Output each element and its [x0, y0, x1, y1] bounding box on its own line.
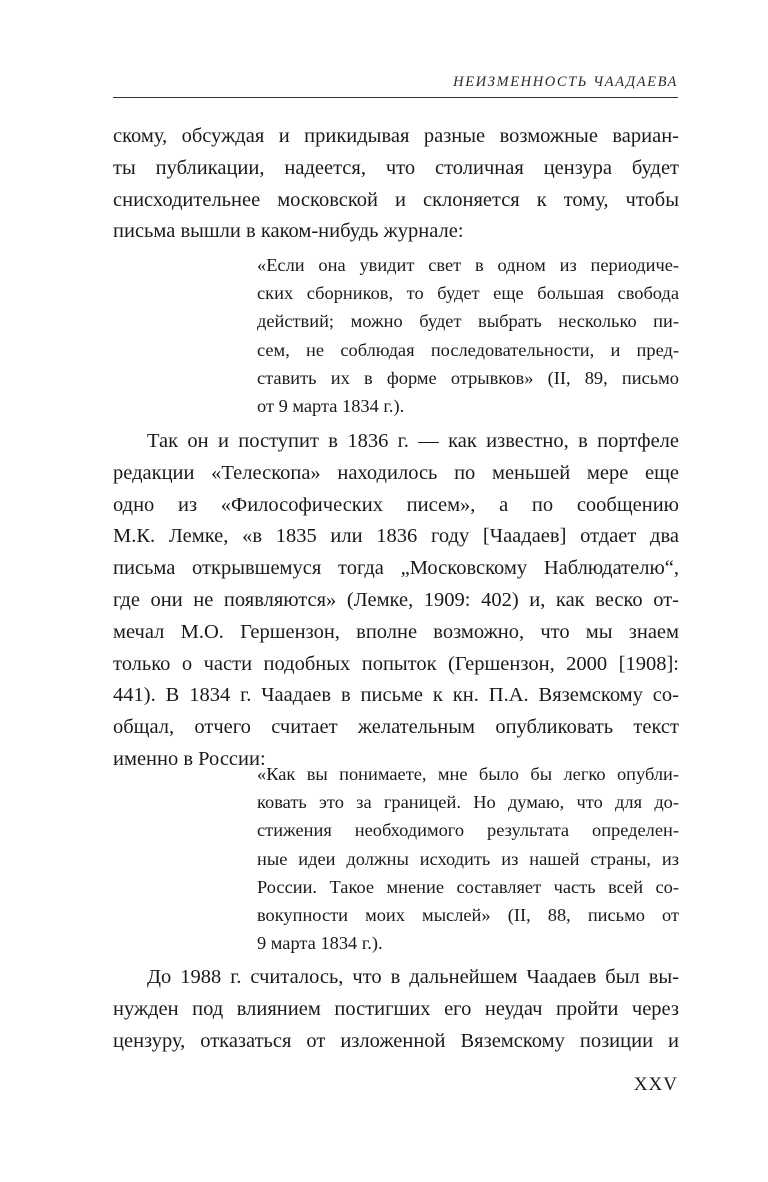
text-line: снисходительнее московской и склоняется к тому, чтобы: [113, 188, 679, 211]
text-line: общал, отчего считает желательным опубликовать текст: [113, 716, 679, 739]
page-number: XXV: [633, 1074, 678, 1095]
text-line: письма открывшемуся тогда „Московскому Наблюдателю“,: [113, 557, 679, 580]
block-quote-1: [257, 251, 679, 420]
quote-line: ные идеи должны исходить из нашей страны, из: [257, 848, 679, 869]
text-line: ты публикации, надеется, что столичная цензура будет: [113, 156, 679, 179]
quote-line: от 9 марта 1834 г.).: [257, 395, 405, 416]
text-line: М.К. Лемке, «в 1835 или 1836 году [Чаадаев] отдает два: [113, 525, 679, 548]
paragraph-2: [113, 426, 679, 776]
text-line: где они не появляются» (Лемке, 1909: 402) и, как веско от-: [113, 588, 679, 611]
text-line: цензуру, отказаться от изложенной Вяземскому позиции и: [113, 1029, 679, 1052]
text-line: только о части подобных попыток (Гершензон, 2000 [1908]:: [113, 652, 679, 675]
quote-line: стижения необходимого результата определен-: [257, 820, 679, 841]
text-line: нужден под влиянием постигших его неудач пройти через: [113, 997, 679, 1020]
text-line: До 1988 г. считалось, что в дальнейшем Чаадаев был вы-: [147, 966, 679, 988]
text-line: редакции «Телескопа» находилось по меньшей мере еще: [113, 461, 679, 484]
text-line: одно из «Философических писем», а по сообщению: [113, 493, 679, 516]
paragraph-3: [113, 962, 679, 1057]
quote-line: действий; можно будет выбрать несколько пи-: [257, 311, 679, 332]
quote-line: «Как вы понимаете, мне было бы легко опубли-: [257, 764, 679, 784]
quote-line: «Если она увидит свет в одном из периодиче-: [257, 255, 679, 275]
quote-line: ковать это за границей. Но думаю, что для до-: [257, 792, 679, 813]
text-line: именно в России:: [113, 747, 266, 770]
text-line: скому, обсуждая и прикидывая разные возможные вариан-: [113, 125, 679, 147]
quote-line: 9 марта 1834 г.).: [257, 933, 383, 954]
running-head: НЕИЗМЕННОСТЬ ЧААДАЕВА: [113, 74, 678, 98]
quote-line: ских сборников, то будет еще большая свобода: [257, 283, 679, 304]
quote-line: сем, не соблюдая последовательности, и пред-: [257, 339, 679, 360]
quote-line: ставить их в форме отрывков» (II, 89, письмо: [257, 367, 679, 388]
paragraph-1: [113, 121, 679, 248]
text-line: Так он и поступит в 1836 г. — как известно, в портфеле: [147, 430, 679, 452]
text-line: мечал М.О. Гершензон, вполне возможно, что мы знаем: [113, 620, 679, 643]
quote-line: вокупности моих мыслей» (II, 88, письмо от: [257, 904, 679, 925]
block-quote-2: [257, 760, 679, 957]
quote-line: России. Такое мнение составляет часть всей со-: [257, 876, 679, 897]
text-line: 441). В 1834 г. Чаадаев в письме к кн. П.А. Вяземскому со-: [113, 684, 679, 707]
text-line: письма вышли в каком-нибудь журнале:: [113, 220, 464, 243]
